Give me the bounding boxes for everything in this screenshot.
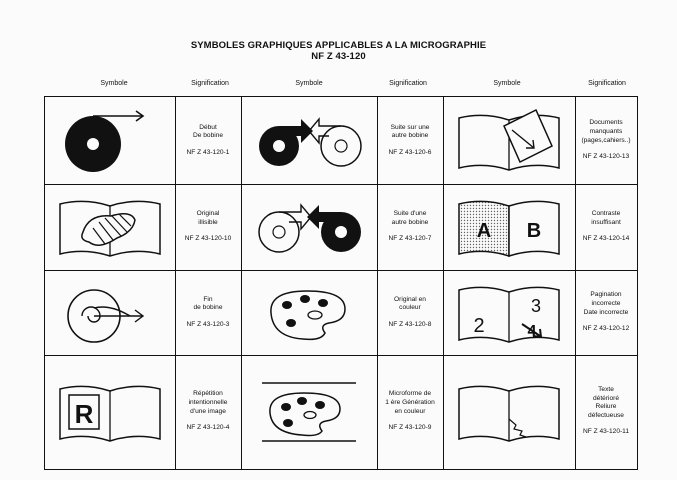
- standard-code: NF Z 43-120-4: [186, 424, 230, 432]
- reel-start-icon: [45, 97, 175, 184]
- signification-cell: [377, 270, 443, 355]
- continued-from-other-reel-icon: [241, 184, 377, 270]
- column-header-signification: Signification: [588, 80, 626, 87]
- signification-cell: [575, 270, 637, 355]
- signification-cell: [175, 97, 241, 184]
- signification-cell: [175, 270, 241, 355]
- symbol-digit: 4: [527, 322, 537, 340]
- color-palette-icon: [241, 270, 377, 355]
- column-header-signification: Signification: [389, 80, 427, 87]
- missing-documents-icon: [443, 97, 575, 184]
- signification-text: Documents manquants (pages,cahiers..): [581, 119, 631, 144]
- signification-text: Pagination incorrecte Date incorrecte: [583, 291, 629, 316]
- signification-text: Microforme de 1 ère Génération en couleur: [385, 390, 435, 415]
- signification-text: Fin de bobine: [193, 295, 223, 312]
- signification-text: Suite d'une autre bobine: [391, 210, 429, 226]
- signification-cell: [377, 184, 443, 270]
- signification-text: Répétition intentionnelle d'une image: [188, 390, 228, 415]
- signification-text: Original illisible: [196, 210, 220, 226]
- signification-cell: [175, 355, 241, 468]
- standard-reference: NF Z 43-120: [311, 51, 366, 62]
- repeated-image-icon: [45, 355, 175, 468]
- symbol-letter-b: B: [526, 220, 542, 242]
- column-header-symbole: Symbole: [100, 80, 128, 87]
- color-microform-icon: [241, 355, 377, 468]
- symbol-digit: 2: [473, 314, 485, 337]
- standard-code: NF Z 43-120-8: [388, 320, 432, 328]
- signification-cell: [575, 355, 637, 468]
- signification-cell: [575, 184, 637, 270]
- symbol-digit: 3: [530, 295, 542, 316]
- standard-code: NF Z 43-120-6: [388, 148, 432, 156]
- incorrect-pagination-icon: [443, 270, 575, 355]
- signification-text: Suite sur une autre bobine: [390, 123, 430, 140]
- reel-end-icon: [45, 270, 175, 355]
- signification-text: Contraste insuffisant: [591, 210, 621, 226]
- column-header-symbole: Symbole: [295, 80, 323, 87]
- symbol-letter-a: A: [476, 220, 492, 242]
- standard-code: NF Z 43-120-13: [582, 153, 630, 161]
- standard-code: NF Z 43-120-1: [186, 148, 230, 156]
- symbol-letter-r: R: [74, 398, 94, 429]
- standard-code: NF Z 43-120-14: [582, 235, 630, 243]
- illegible-original-icon: [45, 184, 175, 270]
- standard-code: NF Z 43-120-7: [388, 235, 432, 243]
- page-title: SYMBOLES GRAPHIQUES APPLICABLES A LA MICROGRAPHIE: [190, 40, 487, 51]
- standard-code: NF Z 43-120-12: [582, 325, 630, 333]
- column-header-symbole: Symbole: [493, 80, 521, 87]
- standard-code: NF Z 43-120-9: [388, 424, 432, 432]
- signification-cell: [175, 184, 241, 270]
- continued-on-other-reel-icon: [241, 97, 377, 184]
- signification-text: Original en couleur: [394, 295, 426, 312]
- damaged-binding-icon: [443, 355, 575, 468]
- standard-code: NF Z 43-120-10: [184, 235, 232, 243]
- standard-code: NF Z 43-120-11: [582, 428, 630, 436]
- column-header-signification: Signification: [191, 80, 229, 87]
- signification-cell: [377, 97, 443, 184]
- signification-text: Texte détérioré Reliure défectueuse: [588, 386, 624, 419]
- signification-cell: [377, 355, 443, 468]
- signification-cell: [575, 97, 637, 184]
- standard-code: NF Z 43-120-3: [186, 320, 230, 328]
- signification-text: Début De bobine: [192, 123, 224, 140]
- symbol-table: [44, 96, 638, 470]
- insufficient-contrast-icon: [443, 184, 575, 270]
